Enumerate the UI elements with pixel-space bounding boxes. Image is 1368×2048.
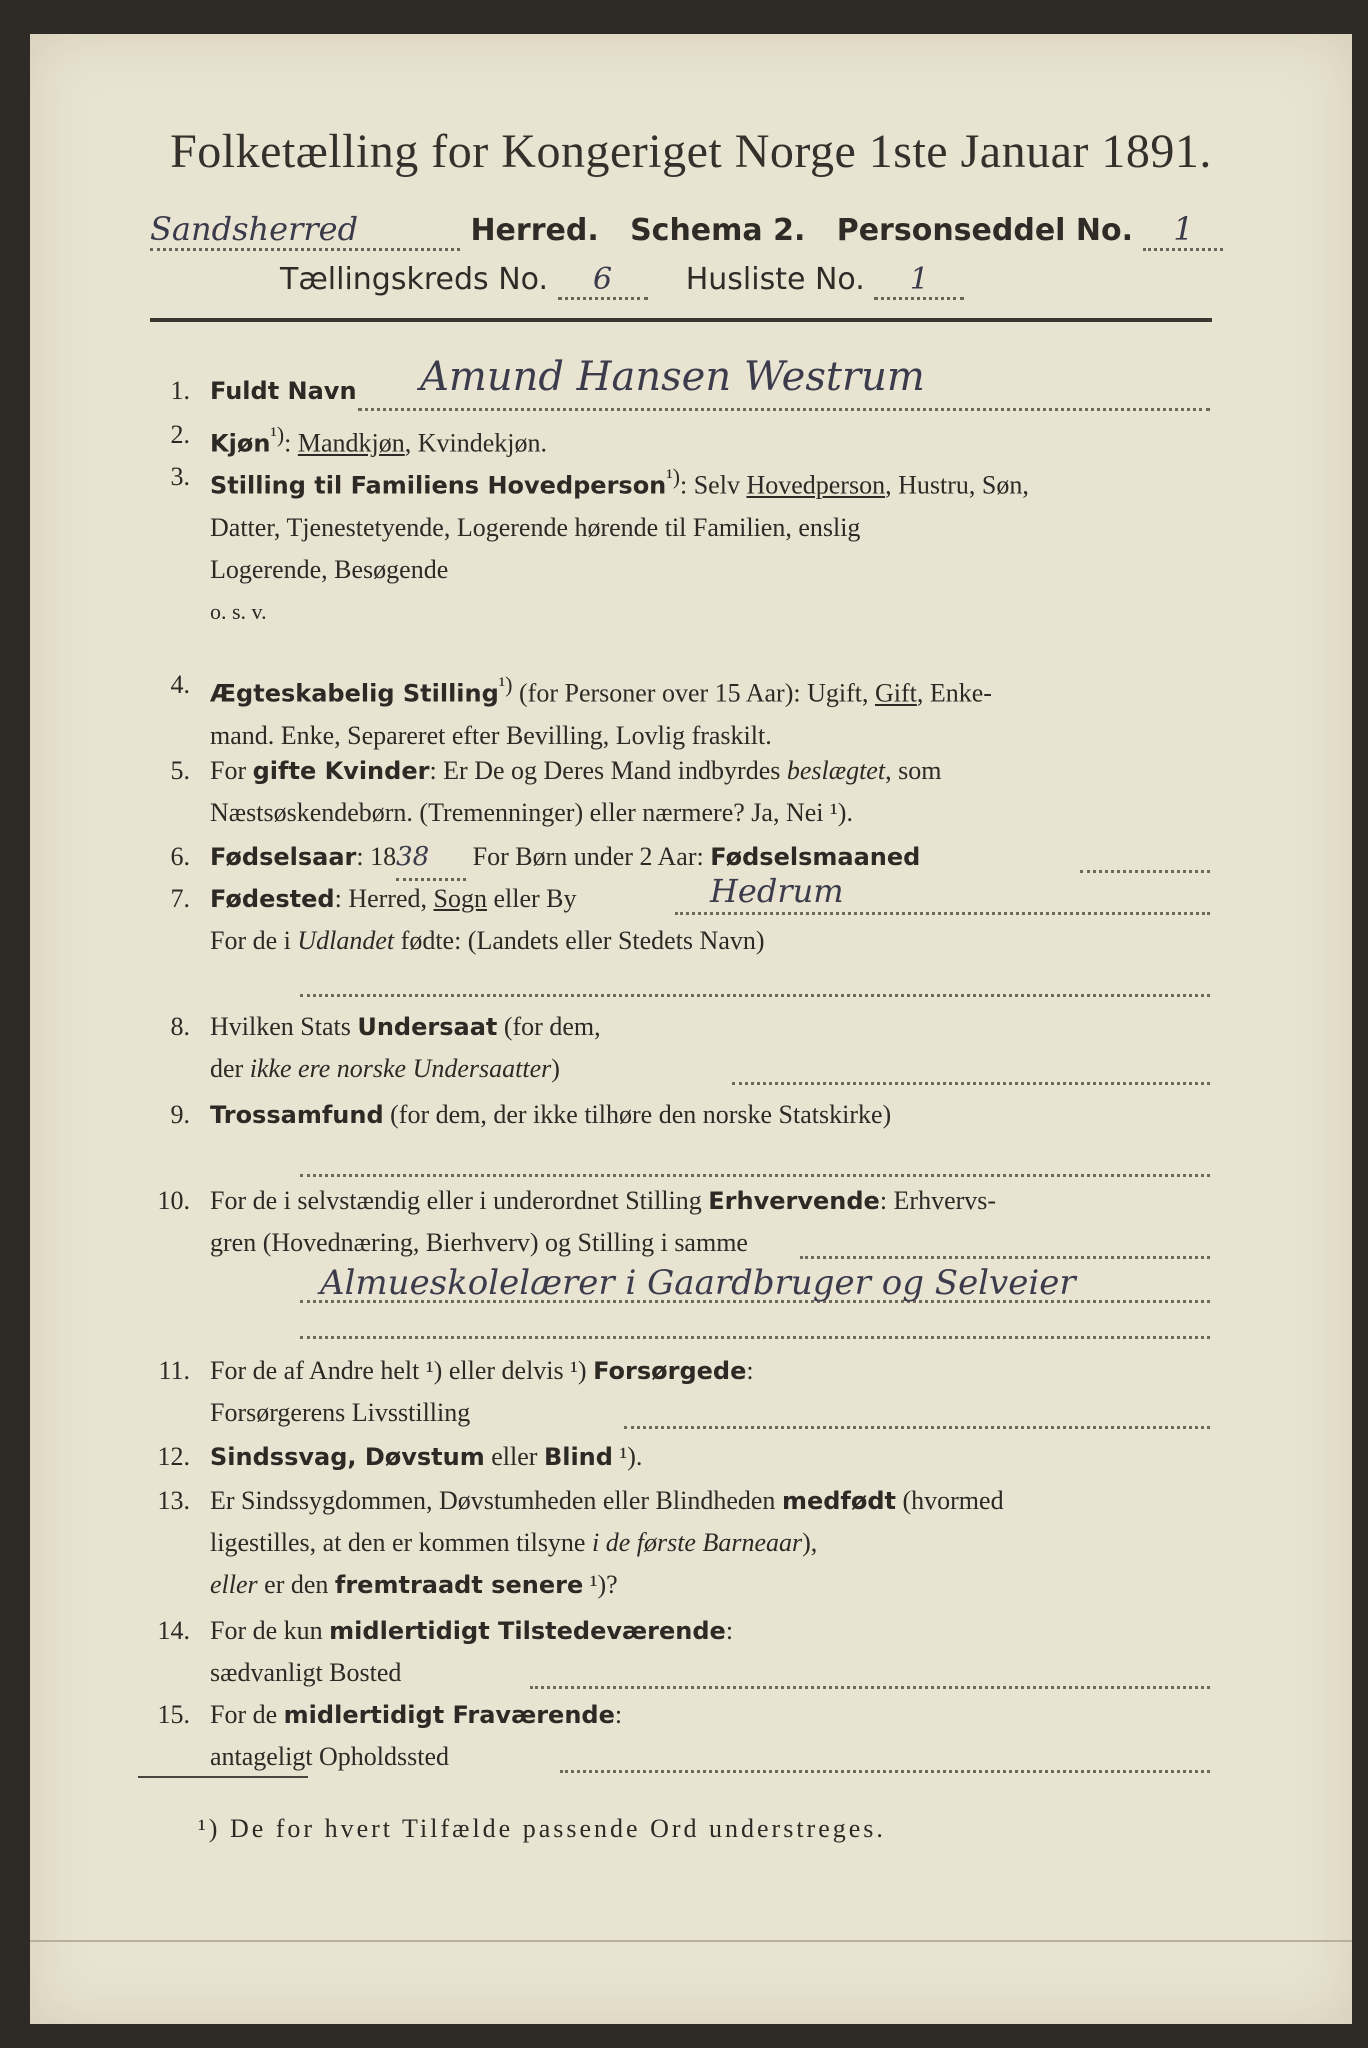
text: (for dem, [497, 1012, 601, 1041]
herred-label: Herred. [470, 213, 599, 248]
text: o. s. v. [210, 598, 267, 624]
label-trossamfund: Trossamfund [210, 1101, 384, 1129]
text: For de kun [210, 1616, 330, 1645]
text: Logerende, Besøgende [210, 554, 449, 584]
item-14 [130, 1610, 1220, 1700]
label-tilstedevaerende: midlertidigt Tilstedeværende [329, 1617, 726, 1645]
label-aegteskabelig: Ægteskabelig Stilling [210, 679, 499, 708]
underlined-hovedperson: Hovedperson [746, 470, 886, 500]
text: For [210, 756, 253, 785]
item-5 [130, 750, 1220, 840]
label-erhvervende: Erhvervende [708, 1187, 880, 1215]
kreds-line [280, 262, 964, 300]
item-3 [130, 456, 1220, 626]
item-number: 12. [157, 1442, 190, 1471]
item-number: 2. [170, 420, 190, 449]
text: , som [885, 756, 942, 785]
label-medfodt: medfødt [781, 1487, 896, 1515]
text: , Kvindekjøn. [404, 428, 548, 458]
label-fuldt-navn: Fuldt Navn [210, 377, 357, 405]
item-number: 9. [170, 1100, 190, 1129]
footnote-ref: ¹) [666, 465, 680, 489]
occupation-fill-3 [300, 1336, 1210, 1339]
opholdssted-fill [560, 1770, 1210, 1773]
forsorger-fill [624, 1426, 1210, 1429]
text: beslægtet [786, 756, 886, 785]
label-gifte-kvinder: gifte Kvinder [252, 757, 430, 785]
name-value: Amund Hansen Westrum [420, 354, 925, 400]
item-10 [130, 1180, 1220, 1340]
text: Næstsøskendebørn. (Tremenninger) eller nærmere? Ja, Nei ¹). [210, 798, 853, 827]
name-fill-line [358, 408, 1210, 411]
text: eller [484, 1442, 544, 1471]
item-number: 6. [170, 842, 190, 871]
label-sindssvag: Sindssvag, Døvstum [210, 1443, 485, 1471]
item-number: 15. [157, 1700, 190, 1729]
item-6 [130, 836, 1220, 880]
text: : [725, 1616, 734, 1645]
text: For Børn under 2 Aar: [466, 842, 711, 871]
text: , Enke- [916, 678, 992, 708]
item-number: 1. [170, 376, 190, 405]
text: ¹). [612, 1442, 643, 1471]
label-forsorgede: Forsørgede [593, 1357, 747, 1385]
form-title: Folketælling for Kongeriget Norge 1ste Januar 1891. [170, 125, 1212, 178]
text: ) [551, 1054, 560, 1083]
text: ¹)? [583, 1570, 618, 1599]
text: : Erhvervs- [879, 1186, 997, 1215]
item-number: 5. [170, 756, 190, 785]
footnote-rule [138, 1776, 308, 1778]
text: ligestilles, at den er kommen tilsyne [210, 1528, 592, 1557]
text: For de i [210, 926, 298, 955]
item-number: 11. [158, 1356, 190, 1385]
item-number: 13. [157, 1486, 190, 1515]
item-11 [130, 1350, 1220, 1440]
text: sædvanligt Bosted [210, 1658, 402, 1687]
text: mand. Enke, Separeret efter Bevilling, Lovlig fraskilt. [210, 720, 772, 750]
herred-value: Sandsherred [150, 210, 460, 251]
item-9 [130, 1094, 1220, 1184]
item-7 [130, 872, 1220, 968]
text: fødte: (Landets eller Stedets Navn) [394, 926, 765, 955]
footnote-ref: ¹) [498, 673, 513, 697]
text: er den [257, 1570, 335, 1599]
item-number: 4. [170, 670, 190, 699]
text: ikke ere norske Undersaatter [249, 1054, 552, 1083]
text: For de [210, 1700, 284, 1729]
birthplace-value: Hedrum [710, 872, 844, 910]
personseddel-label: Personseddel No. [836, 213, 1134, 248]
text: : Er De og Deres Mand indbyrdes [429, 756, 787, 785]
undersaat-fill [732, 1082, 1210, 1085]
bosted-fill [530, 1686, 1210, 1689]
text: Hvilken Stats [210, 1012, 358, 1041]
text: eller By [486, 884, 577, 913]
text: (for dem, der ikke tilhøre den norske Statskirke) [383, 1100, 892, 1129]
underlined-sogn: Sogn [433, 884, 487, 913]
text: ), [802, 1528, 818, 1557]
birth-year-value: 38 [396, 836, 466, 881]
text: : [614, 1700, 623, 1729]
text: : 18 [356, 842, 397, 871]
birthplace-fill [675, 912, 1210, 915]
text: eller [210, 1570, 258, 1599]
occupation-value: Almueskolelærer i Gaardbruger og Selveier [320, 1263, 1076, 1303]
text: : [284, 428, 298, 458]
husliste-value: 1 [874, 262, 964, 300]
trossamfund-fill [300, 1174, 1210, 1177]
text: Udlandet [297, 926, 395, 955]
text: : Herred, [334, 884, 434, 913]
foreign-birthplace-fill [300, 994, 1210, 997]
label-fravaerende: midlertidigt Fraværende [283, 1701, 615, 1729]
header-rule [150, 318, 1212, 322]
item-number: 7. [170, 884, 190, 913]
kreds-label: Tællingskreds No. [280, 262, 548, 297]
text: : [746, 1356, 754, 1385]
personseddel-value: 1 [1143, 210, 1223, 251]
text: Datter, Tjenestetyende, Logerende hørende til Familien, enslig [210, 512, 861, 542]
text: i de første Barneaar [591, 1528, 803, 1557]
occupation-fill-1 [800, 1256, 1210, 1259]
label-fodselsmaaned: Fødselsmaaned [710, 843, 921, 871]
underlined-mandkjon: Mandkjøn [297, 428, 405, 458]
item-4 [130, 664, 1220, 754]
footnote-ref: ¹) [270, 423, 285, 447]
footnote: ¹) De for hvert Tilfælde passende Ord understreges. [198, 1814, 886, 1843]
label-undersaat: Undersaat [357, 1013, 498, 1041]
text: antageligt Opholdssted [210, 1742, 450, 1771]
schema-label: Schema 2. [630, 213, 806, 248]
item-13 [130, 1480, 1220, 1610]
item-8 [130, 1006, 1220, 1096]
label-fodested: Fødested [210, 885, 335, 913]
text: der [210, 1054, 250, 1083]
census-form-page [30, 34, 1352, 2024]
underlined-gift: Gift [874, 678, 917, 708]
label-stilling: Stilling til Familiens Hovedperson [210, 471, 667, 500]
label-fodselsaar: Fødselsaar [210, 843, 357, 871]
item-number: 10. [157, 1186, 190, 1215]
kreds-value: 6 [558, 262, 648, 300]
husliste-label: Husliste No. [685, 262, 865, 297]
label-blind: Blind [543, 1443, 613, 1471]
text: , Hustru, Søn, [885, 470, 1029, 500]
text: (hvormed [895, 1486, 1004, 1515]
item-15 [130, 1694, 1220, 1784]
text: For de af Andre helt ¹) eller delvis ¹) [210, 1356, 594, 1385]
item-1 [130, 354, 1220, 420]
label-fremtraadt: fremtraadt senere [334, 1571, 584, 1599]
text: : Selv [680, 470, 747, 500]
herred-line [150, 210, 1223, 251]
birth-month-fill [1080, 870, 1210, 873]
item-number: 14. [157, 1616, 190, 1645]
item-number: 3. [170, 462, 190, 491]
text: gren (Hovednæring, Bierhverv) og Stilling i samme [210, 1228, 748, 1257]
page-fold-line [30, 1940, 1352, 1942]
item-number: 8. [170, 1012, 190, 1041]
label-kjon: Kjøn [210, 429, 271, 458]
text: (for Personer over 15 Aar): Ugift, [512, 678, 875, 708]
text: For de i selvstændig eller i underordnet Stilling [210, 1186, 709, 1215]
text: Forsørgerens Livsstilling [210, 1398, 471, 1427]
text: Er Sindssygdommen, Døvstumheden eller Blindheden [210, 1486, 782, 1515]
